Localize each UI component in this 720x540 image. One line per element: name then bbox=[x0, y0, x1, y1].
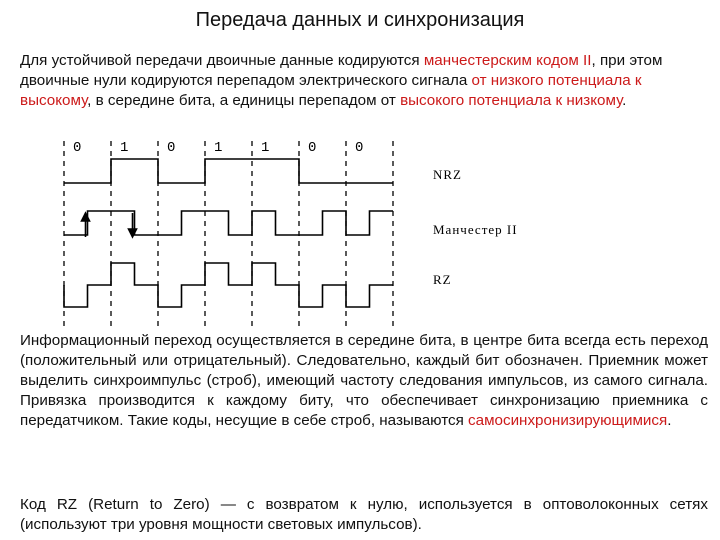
bit-label: 1 bbox=[120, 140, 129, 156]
rz-label: RZ bbox=[433, 272, 452, 287]
intro-text-3: , в середине бита, а единицы перепадом от bbox=[87, 92, 401, 109]
bit-label: 0 bbox=[73, 140, 82, 156]
info-text-end: . bbox=[667, 412, 672, 429]
rz-note-paragraph: Код RZ (Return to Zero) — с возвратом к нулю, используется в оптоволоконных сетях (используют три уровня мощности световых импульсов). bbox=[20, 496, 708, 533]
bit-label: 0 bbox=[308, 140, 317, 156]
bit-label: 0 bbox=[167, 140, 176, 156]
intro-highlight-manchester: манчестерским кодом II bbox=[423, 52, 592, 69]
manchester-waveform bbox=[64, 211, 393, 235]
bit-label: 1 bbox=[261, 140, 270, 156]
intro-text-1: Для устойчивой передачи двоичные данные кодируются bbox=[20, 52, 424, 69]
info-highlight-self-sync: самосинхронизирующимися bbox=[468, 412, 668, 429]
info-paragraph bbox=[20, 331, 708, 431]
intro-paragraph bbox=[20, 51, 706, 111]
manchester-label: Манчестер II bbox=[433, 222, 518, 237]
bit-label: 0 bbox=[355, 140, 364, 156]
intro-text-2: , при этом двоичные нули кодируются перепадом электрического сигнала bbox=[20, 52, 663, 89]
rz-waveform bbox=[64, 263, 393, 307]
signal-encoding-diagram bbox=[55, 133, 595, 333]
nrz-waveform bbox=[64, 159, 393, 183]
intro-text-4: . bbox=[622, 92, 627, 109]
nrz-label: NRZ bbox=[433, 167, 462, 182]
slide-title: Передача данных и синхронизация bbox=[195, 9, 525, 31]
info-text: Информационный переход осуществляется в середине бита, в центре бита всегда есть переход (положительный или отрицательный). Следовательно, каждый бит обозначен. Приемник может выделить синхроимпульс (строб), имеющий частоту следования импульсов, из самого сигнала. Привязка производится к каждому биту, что обеспечивает синхронизацию приемника с передатчиком. Такие коды, несущие в себе строб, называются bbox=[20, 332, 708, 429]
intro-highlight-high-to-low: высокого потенциала к низкому bbox=[400, 92, 623, 109]
intro-highlight-low-to-high: от низкого потенциала к высокому bbox=[20, 72, 642, 109]
signal-diagram-svg bbox=[55, 133, 595, 333]
up-arrow-head-icon bbox=[82, 213, 90, 221]
bit-label: 1 bbox=[214, 140, 223, 156]
